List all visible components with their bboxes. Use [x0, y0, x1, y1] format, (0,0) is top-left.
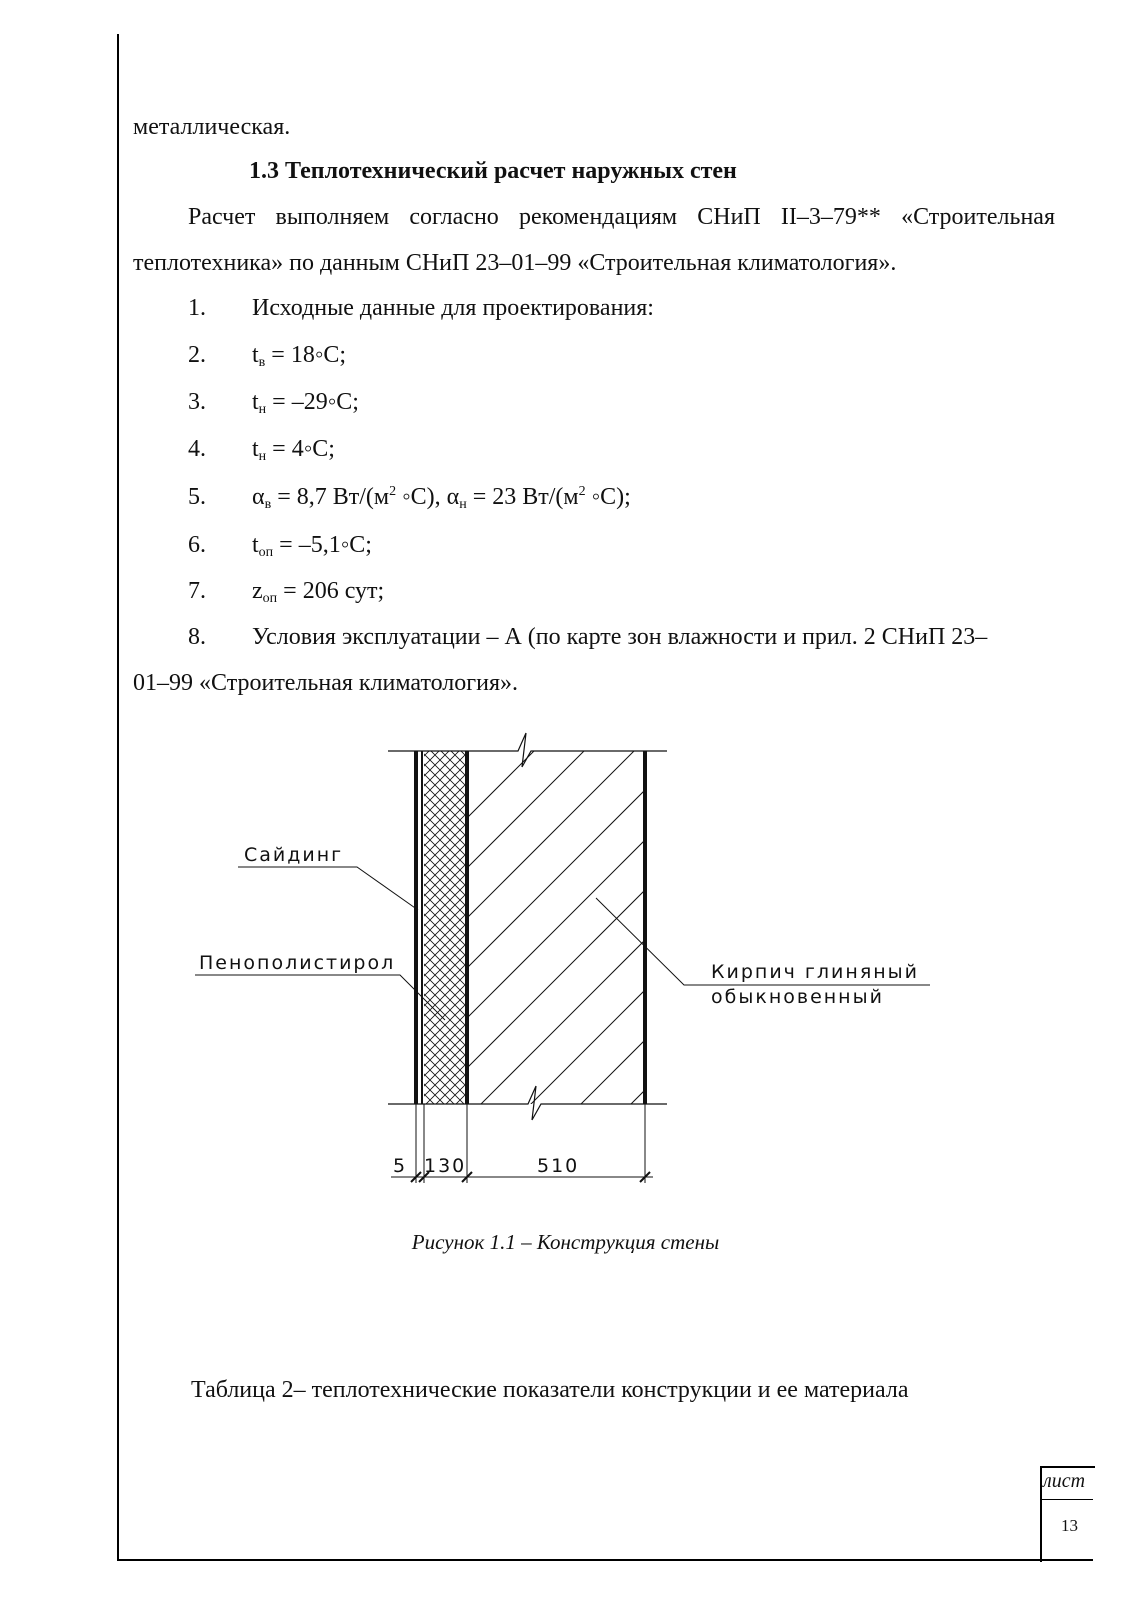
- paragraph-line-2: теплотехника» по данным СНиП 23–01–99 «Строительная климатология».: [133, 250, 897, 276]
- siding-layer: [416, 751, 422, 1104]
- label-brick-line2: обыкновенный: [711, 986, 884, 1008]
- label-foam: Пенополистирол: [199, 952, 396, 974]
- list-text: $z_{оп} = 206$ сут;: [252, 578, 385, 606]
- brick-layer: [465, 749, 986, 1140]
- list-text: $t_н$ = 4◦С;: [252, 436, 335, 464]
- section-heading: 1.3 Теплотехнический расчет наружных стен: [249, 158, 737, 184]
- list-text: $\alpha_в = 8,7$ $Вт/(м^2$ ◦С), $\alpha_н = 23$ $Вт/(м^2$ ◦С);: [252, 484, 631, 512]
- list-number: 3.: [188, 389, 206, 415]
- foam-insulation-layer: [424, 751, 466, 1104]
- figure-caption: Рисунок 1.1 – Конструкция стены: [411, 1230, 720, 1254]
- list-item-continuation: 01–99 «Строительная климатология».: [133, 670, 519, 696]
- siding-leader: [238, 867, 418, 910]
- sheet-label: лист: [1043, 1470, 1086, 1492]
- list-text: Условия эксплуатации – А (по карте зон влажности и прил. 2 СНиП 23–: [252, 624, 988, 650]
- list-number: 6.: [188, 532, 206, 558]
- list-text: $t_н$ = –29◦С;: [252, 389, 359, 417]
- dimension-foam: 130: [424, 1155, 467, 1177]
- list-number: 7.: [188, 578, 206, 604]
- paragraph-line-1: Расчет выполняем согласно рекомендациям СНиП II–3–79** «Строительная: [188, 204, 1055, 230]
- dimension-brick: 510: [537, 1155, 580, 1177]
- list-text: Исходные данные для проектирования:: [252, 295, 654, 321]
- table-caption: Таблица 2– теплотехнические показатели конструкции и ее материала: [191, 1377, 909, 1403]
- list-number: 2.: [188, 342, 206, 368]
- list-number: 1.: [188, 295, 206, 321]
- list-text: $t_{оп}$ = –5,1◦С;: [252, 532, 372, 560]
- list-number: 5.: [188, 484, 206, 510]
- list-number: 8.: [188, 624, 206, 650]
- list-text: $t_в$ = 18◦С;: [252, 342, 347, 370]
- label-siding: Сайдинг: [244, 844, 344, 866]
- list-number: 4.: [188, 436, 206, 462]
- sheet-page-number: 13: [1061, 1516, 1078, 1535]
- top-word: металлическая.: [133, 114, 291, 140]
- dimension-siding: 5: [393, 1155, 408, 1177]
- sheet-stamp-divider: [1040, 1499, 1093, 1500]
- foam-leader: [195, 975, 445, 1020]
- label-brick-line1: Кирпич глиняный: [711, 961, 920, 983]
